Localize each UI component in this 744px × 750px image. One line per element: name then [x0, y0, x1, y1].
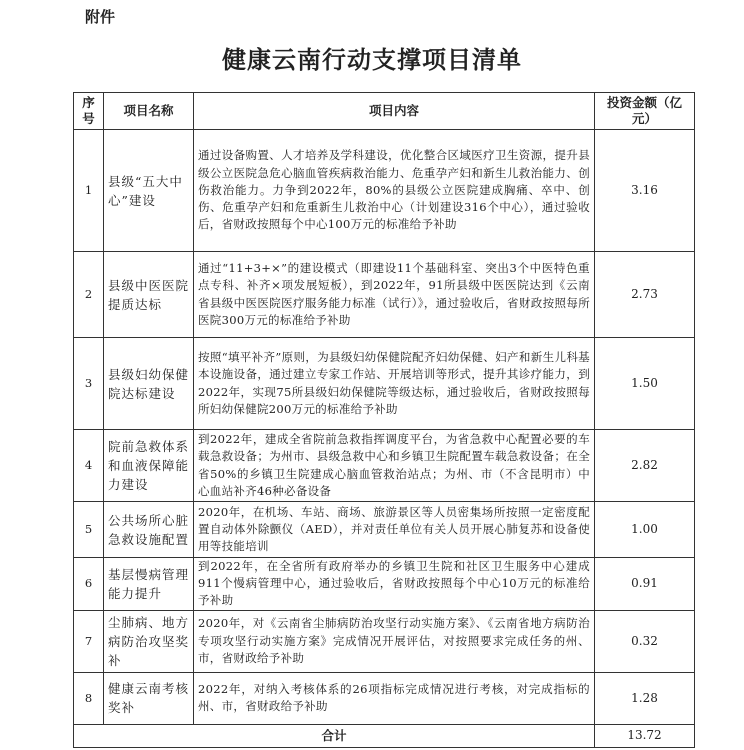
row-amount: 1.00: [595, 502, 695, 558]
page-title: 健康云南行动支撑项目清单: [222, 46, 522, 74]
total-label: 合计: [74, 724, 595, 747]
row-content: 通过设备购置、人才培养及学科建设，优化整合区域医疗卫生资源，提升县级公立医院急危心脑血管疾病救治能力、危重孕产妇和新生儿救治能力、创伤救治能力。力争到2022年，80%的县级公立医院建成胸痛、卒中、创伤、危重孕产妇和危重新生儿救治中心（计划建设316个中心），通过验收后，省财政按照每个中心100万元的标准给予补助: [194, 130, 595, 252]
header-amount: 投资金额（亿元）: [595, 93, 695, 130]
header-content: 项目内容: [194, 93, 595, 130]
row-seq: 2: [74, 252, 104, 338]
row-seq: 7: [74, 610, 104, 672]
table-header-row: [74, 93, 695, 130]
row-name: 基层慢病管理能力提升: [104, 558, 194, 611]
row-amount: 3.16: [595, 130, 695, 252]
row-content: 2020年，在机场、车站、商场、旅游景区等人员密集场所按照一定密度配置自动体外除颤仪（AED），并对责任单位有关人员开展心肺复苏和设备使用等技能培训: [194, 502, 595, 558]
table-row: [74, 430, 695, 502]
table-row: [74, 252, 695, 338]
row-name: 县级妇幼保健院达标建设: [104, 338, 194, 430]
row-name: 院前急救体系和血液保障能力建设: [104, 430, 194, 502]
row-seq: 4: [74, 430, 104, 502]
row-name: 公共场所心脏急救设施配置: [104, 502, 194, 558]
row-content: 到2022年，在全省所有政府举办的乡镇卫生院和社区卫生服务中心建成911个慢病管理中心，通过验收后，省财政按照每个中心10万元的标准给予补助: [194, 558, 595, 611]
header-seq: 序号: [74, 93, 104, 130]
row-seq: 8: [74, 672, 104, 724]
row-content: 按照“填平补齐”原则，为县级妇幼保健院配齐妇幼保健、妇产和新生儿科基本设施设备，通过建立专家工作站、开展培训等形式，提升其诊疗能力，到2022年，实现75所县级妇幼保健院等级达标，通过验收后，省财政按照每所妇幼保健院200万元的标准给予补助: [194, 338, 595, 430]
row-amount: 0.91: [595, 558, 695, 611]
row-seq: 5: [74, 502, 104, 558]
row-name: 县级中医医院提质达标: [104, 252, 194, 338]
table-total-row: [74, 724, 695, 747]
row-name: 健康云南考核奖补: [104, 672, 194, 724]
table-row: [74, 558, 695, 611]
row-seq: 3: [74, 338, 104, 430]
row-amount: 2.73: [595, 252, 695, 338]
row-name: 尘肺病、地方病防治攻坚奖补: [104, 610, 194, 672]
total-amount: 13.72: [595, 724, 695, 747]
row-content: 通过“11+3+×”的建设模式（即建设11个基础科室、突出3个中医特色重点专科、补齐×项发展短板），到2022年，91所县级中医医院达到《云南省县级中医医院医疗服务能力标准（试行）》，通过验收后，省财政按照每所医院300万元的标准给予补助: [194, 252, 595, 338]
attachment-label: 附件: [85, 8, 116, 26]
row-amount: 1.50: [595, 338, 695, 430]
row-seq: 1: [74, 130, 104, 252]
row-seq: 6: [74, 558, 104, 611]
row-content: 到2022年，建成全省院前急救指挥调度平台，为省急救中心配置必要的车载急救设备；为州市、县级急救中心和乡镇卫生院配置车载急救设备；在全省50%的乡镇卫生院建成心脑血管救治站点；为州、市（不含昆明市）中心血站补齐46种必备设备: [194, 430, 595, 502]
table-row: [74, 610, 695, 672]
table-row: [74, 502, 695, 558]
table-row: [74, 672, 695, 724]
row-content: 2020年，对《云南省尘肺病防治攻坚行动实施方案》、《云南省地方病防治专项攻坚行动实施方案》完成情况开展评估，对按照要求完成任务的州、市，省财政给予补助: [194, 610, 595, 672]
row-amount: 2.82: [595, 430, 695, 502]
row-amount: 1.28: [595, 672, 695, 724]
row-content: 2022年，对纳入考核体系的26项指标完成情况进行考核，对完成指标的州、市，省财政给予补助: [194, 672, 595, 724]
table-row: [74, 338, 695, 430]
row-name: 县级“五大中心”建设: [104, 130, 194, 252]
project-table: [73, 92, 695, 748]
row-amount: 0.32: [595, 610, 695, 672]
header-name: 项目名称: [104, 93, 194, 130]
table-row: [74, 130, 695, 252]
